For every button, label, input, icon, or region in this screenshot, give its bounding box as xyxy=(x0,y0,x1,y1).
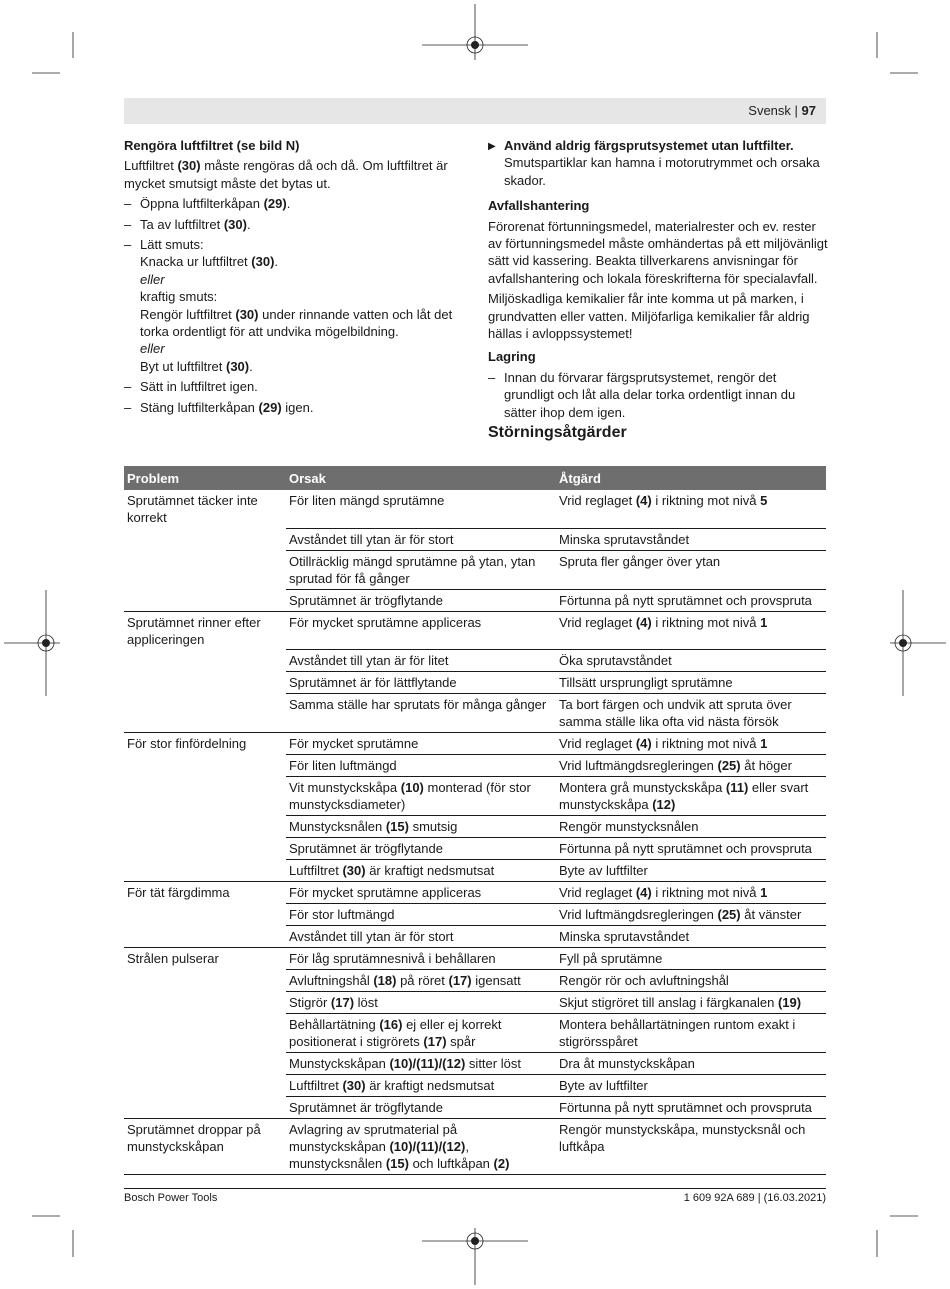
problem-cell xyxy=(124,904,286,926)
problem-cell: För stor finfördelning xyxy=(124,733,286,755)
table-row xyxy=(124,904,826,926)
cause-cell: För liten luftmängd xyxy=(286,755,556,777)
cause-cell: För låg sprutämnesnivå i behållaren xyxy=(286,948,556,970)
table-row xyxy=(124,1075,826,1097)
header-remedy: Åtgärd xyxy=(556,466,826,490)
footer-rule xyxy=(124,1188,826,1189)
light-dirt-action: Knacka ur luftfiltret (30). xyxy=(140,254,279,270)
table-row xyxy=(124,777,826,816)
right-column xyxy=(488,137,828,445)
problem-cell xyxy=(124,816,286,838)
remedy-cell: Vrid luftmängdsregleringen (25) åt höger xyxy=(556,755,826,777)
remedy-cell: Vrid reglaget (4) i riktning mot nivå 1 xyxy=(556,611,826,650)
table-row xyxy=(124,1097,826,1119)
or-label-2: eller xyxy=(140,341,165,357)
cause-cell: Sprutämnet är för lättflytande xyxy=(286,672,556,694)
cause-cell: Sprutämnet är trögflytande xyxy=(286,838,556,860)
cause-cell: Avståndet till ytan är för stort xyxy=(286,926,556,948)
problem-cell xyxy=(124,589,286,611)
disposal-title: Avfallshantering xyxy=(488,198,590,214)
remedy-cell: Vrid reglaget (4) i riktning mot nivå 1 xyxy=(556,882,826,904)
page-header xyxy=(124,98,826,124)
cause-cell: Avlagring av sprutmaterial på munstyckskåpan (10)/(11)/(12), munstycksnålen (15) och luftkåpan (2) xyxy=(286,1119,556,1175)
cause-cell: Munstycksnålen (15) smutsig xyxy=(286,816,556,838)
cause-cell: Avståndet till ytan är för litet xyxy=(286,650,556,672)
cause-cell: Sprutämnet är trögflytande xyxy=(286,589,556,611)
table-row xyxy=(124,528,826,550)
table-row xyxy=(124,838,826,860)
remedy-cell: Vrid reglaget (4) i riktning mot nivå 1 xyxy=(556,733,826,755)
problem-cell xyxy=(124,650,286,672)
disposal-paragraph-1: Förorenat förtunningsmedel, materialrester och ev. rester av förtunningsmedel måste omhändertas på ett miljövänligt sätt vid kassering. Beakta tillverkarens anvisningar för avfallshantering och lokala föreskrifterna för specialavfall. xyxy=(488,218,828,286)
table-row xyxy=(124,860,826,882)
cause-cell: Munstyckskåpan (10)/(11)/(12) sitter löst xyxy=(286,1053,556,1075)
problem-cell xyxy=(124,838,286,860)
remedy-cell: Förtunna på nytt sprutämnet och provspruta xyxy=(556,838,826,860)
cause-cell: Sprutämnet är trögflytande xyxy=(286,1097,556,1119)
problem-cell xyxy=(124,550,286,589)
step-insert-filter: – Sätt in luftfiltret igen. xyxy=(124,378,464,395)
remedy-cell: Förtunna på nytt sprutämnet och provspruta xyxy=(556,589,826,611)
cause-cell: Otillräcklig mängd sprutämne på ytan, ytan sprutad för få gånger xyxy=(286,550,556,589)
remedy-cell: Ta bort färgen och undvik att spruta över samma ställe lika ofta vid nästa försök xyxy=(556,694,826,733)
remedy-cell: Fyll på sprutämne xyxy=(556,948,826,970)
section-title-air-filter: Rengöra luftfiltret (se bild N) xyxy=(124,138,300,153)
problem-cell: För tät färgdimma xyxy=(124,882,286,904)
table-row xyxy=(124,611,826,650)
cause-cell: Stigrör (17) löst xyxy=(286,992,556,1014)
air-filter-warning xyxy=(488,137,828,189)
table-row xyxy=(124,1053,826,1075)
storage-item: – Innan du förvarar färgsprutsystemet, rengör det grundligt och låt alla delar torka ordentligt innan du sätter ihop dem igen. xyxy=(488,369,828,421)
remedy-cell: Rengör munstyckskåpa, munstycksnål och luftkåpa xyxy=(556,1119,826,1175)
storage-title: Lagring xyxy=(488,349,536,365)
problem-cell: Strålen pulserar xyxy=(124,948,286,970)
cause-cell: För mycket sprutämne appliceras xyxy=(286,882,556,904)
warning-bold: ▶ Använd aldrig färgsprutsystemet utan luftfilter. xyxy=(504,138,794,153)
remedy-cell: Förtunna på nytt sprutämnet och provspruta xyxy=(556,1097,826,1119)
cause-cell: Vit munstyckskåpa (10) monterad (för stor munstycksdiameter) xyxy=(286,777,556,816)
problem-cell: Sprutämnet täcker inte korrekt xyxy=(127,493,258,525)
step-remove-filter: – Ta av luftfiltret (30). xyxy=(124,216,464,233)
remedy-cell: Vrid luftmängdsregleringen (25) åt vänster xyxy=(556,904,826,926)
remedy-cell: Byte av luftfilter xyxy=(556,860,826,882)
problem-cell xyxy=(124,777,286,816)
remedy-cell: Skjut stigröret till anslag i färgkanalen (19) xyxy=(556,992,826,1014)
remedy-cell: Montera behållartätningen runtom exakt i stigrörsspåret xyxy=(556,1014,826,1053)
table-row xyxy=(124,694,826,733)
table-row xyxy=(124,1014,826,1053)
troubleshooting-table xyxy=(124,466,826,1175)
cause-cell: Avluftningshål (18) på röret (17) igensatt xyxy=(286,970,556,992)
problem-cell xyxy=(124,970,286,992)
remedy-cell: Rengör munstycksnålen xyxy=(556,816,826,838)
remedy-cell: Rengör rör och avluftningshål xyxy=(556,970,826,992)
table-row xyxy=(124,755,826,777)
table-row xyxy=(124,672,826,694)
table-row xyxy=(124,550,826,589)
remedy-cell: Öka sprutavståndet xyxy=(556,650,826,672)
page-number: 97 xyxy=(801,103,816,118)
table-row xyxy=(124,970,826,992)
problem-cell xyxy=(124,528,286,550)
table-row xyxy=(124,816,826,838)
cause-cell: För stor luftmängd xyxy=(286,904,556,926)
footer-doc-number: 1 609 92A 689 | (16.03.2021) xyxy=(683,1192,826,1204)
header-text: Svensk | 97 xyxy=(748,103,816,118)
step-clean xyxy=(124,236,464,375)
remedy-cell: Byte av luftfilter xyxy=(556,1075,826,1097)
remedy-cell: Tillsätt ursprungligt sprutämne xyxy=(556,672,826,694)
problem-cell xyxy=(124,694,286,733)
cause-cell: Samma ställe har sprutats för många gånger xyxy=(286,694,556,733)
cause-cell: Luftfiltret (30) är kraftigt nedsmutsat xyxy=(286,1075,556,1097)
replace-filter-action: Byt ut luftfiltret (30). xyxy=(140,358,253,374)
or-label: eller xyxy=(140,271,165,287)
cause-cell: Behållartätning (16) ej eller ej korrekt positionerat i stigrörets (17) spår xyxy=(286,1014,556,1053)
remedy-cell: Minska sprutavståndet xyxy=(556,528,826,550)
cause-cell: För liten mängd sprutämne xyxy=(286,490,556,528)
table-header-row xyxy=(124,466,826,490)
table-row xyxy=(124,733,826,755)
disposal-paragraph-2: Miljöskadliga kemikalier får inte komma ut på marken, i grundvatten eller vatten. Miljöfarliga kemikalier får aldrig hällas i avloppssystemet! xyxy=(488,291,810,342)
troubleshooting-title: Störningsåtgärder xyxy=(488,424,627,442)
table-row xyxy=(124,926,826,948)
table-row xyxy=(124,882,826,904)
table-row xyxy=(124,589,826,611)
remedy-cell: Dra åt munstyckskåpan xyxy=(556,1053,826,1075)
left-column xyxy=(124,137,464,419)
cause-cell: Luftfiltret (30) är kraftigt nedsmutsat xyxy=(286,860,556,882)
problem-cell xyxy=(124,926,286,948)
cause-cell: För mycket sprutämne xyxy=(286,733,556,755)
table-body xyxy=(124,490,826,1175)
table-row xyxy=(124,490,826,528)
light-dirt-label: – Lätt smuts: xyxy=(140,237,204,253)
table-row xyxy=(124,948,826,970)
warning-text: Smutspartiklar kan hamna i motorutrymmet och orsaka skador. xyxy=(504,155,820,188)
step-close-cover: – Stäng luftfilterkåpan (29) igen. xyxy=(124,399,464,416)
problem-cell xyxy=(124,755,286,777)
footer-brand: Bosch Power Tools xyxy=(124,1192,218,1204)
remedy-cell: Montera grå munstyckskåpa (11) eller svart munstyckskåpa (12) xyxy=(556,777,826,816)
header-language: Svensk xyxy=(748,103,791,118)
problem-cell: Sprutämnet rinner efter appliceringen xyxy=(124,611,286,650)
problem-cell xyxy=(124,1014,286,1053)
heavy-dirt-action: Rengör luftfiltret (30) under rinnande vatten och låt det torka ordentligt för att undvika mögelbildning. xyxy=(140,306,453,340)
problem-cell xyxy=(124,1097,286,1119)
problem-cell xyxy=(124,1075,286,1097)
table-row xyxy=(124,992,826,1014)
table-row xyxy=(124,650,826,672)
header-cause: Orsak xyxy=(286,466,556,490)
problem-cell xyxy=(124,992,286,1014)
problem-cell xyxy=(124,1053,286,1075)
problem-cell xyxy=(124,860,286,882)
heavy-dirt-label: kraftig smuts: xyxy=(140,289,218,305)
header-problem: Problem xyxy=(124,466,286,490)
step-open-cover: – Öppna luftfilterkåpan (29). xyxy=(124,195,464,212)
problem-cell xyxy=(124,672,286,694)
remedy-cell: Minska sprutavståndet xyxy=(556,926,826,948)
cause-cell: För mycket sprutämne appliceras xyxy=(286,611,556,650)
problem-cell: Sprutämnet droppar på munstyckskåpan xyxy=(124,1119,286,1175)
air-filter-intro: Luftfiltret (30) måste rengöras då och då. Om luftfiltret är mycket smutsigt måste det bytas ut. xyxy=(124,158,448,191)
remedy-cell: Spruta fler gånger över ytan xyxy=(556,550,826,589)
table-row xyxy=(124,1119,826,1175)
remedy-cell: Vrid reglaget (4) i riktning mot nivå 5 xyxy=(556,490,826,528)
cause-cell: Avståndet till ytan är för stort xyxy=(286,528,556,550)
